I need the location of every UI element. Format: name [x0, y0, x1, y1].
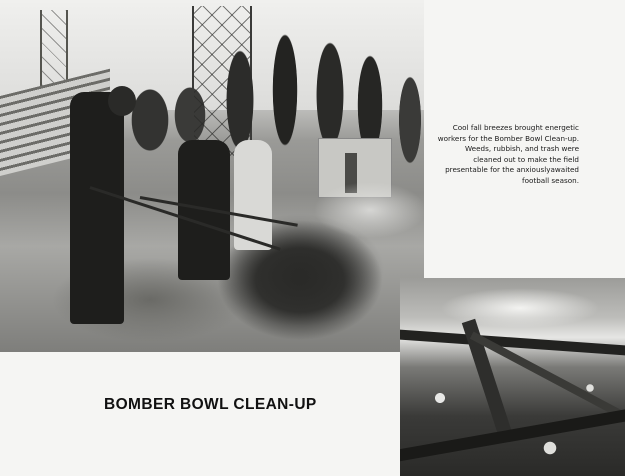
debris-highlights — [400, 278, 625, 476]
photo-caption: Cool fall breezes brought energetic workers for the Bomber Bowl Clean-up. Weeds, rubbish, and trash were cleaned out to make the field presentable for the anxiouslyawaited football season. — [437, 123, 579, 185]
worker-head — [108, 86, 136, 116]
worker-with-rake — [70, 92, 124, 324]
worker-light-shirt — [234, 140, 272, 250]
page-title: BOMBER BOWL CLEAN-UP — [104, 396, 317, 413]
debris-closeup-photo — [400, 278, 625, 476]
